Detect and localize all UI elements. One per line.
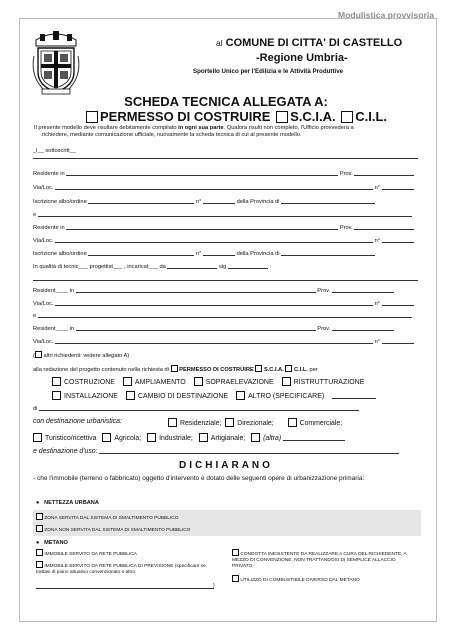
ampliamento-checkbox[interactable]	[123, 377, 132, 386]
redazione-row	[33, 365, 418, 373]
via-label: Via/Loc.	[33, 185, 54, 191]
destinazione-label: con destinazione urbanistica:	[33, 418, 122, 425]
rete-pubblica-label: IMMOBILE SERVITO DA RETE PUBBLICA	[44, 552, 137, 557]
artigianale-checkbox[interactable]	[199, 433, 208, 442]
intro-c: . Qualora risulti non completo, l'Ufficio provvederà a	[223, 125, 354, 131]
di-label: di	[33, 406, 38, 412]
iscrizione-label: Iscrizione albo/ordine	[33, 251, 87, 257]
intro-text-2: richiedere, mediante comunicazione ufficiale, nuovamente la scheda tecnica di cui al presente modello.	[42, 132, 302, 138]
per-label: per	[309, 367, 318, 373]
n-label: n°	[374, 339, 381, 345]
iscrizione-field[interactable]	[88, 198, 194, 204]
via-row-4	[33, 338, 418, 345]
metano-label: METANO	[44, 540, 68, 546]
watermark-label: Modulistica provvisoria	[338, 10, 434, 20]
form-type-options	[84, 109, 387, 124]
rete-pubblica-checkbox[interactable]	[36, 549, 43, 556]
turistico-checkbox[interactable]	[33, 433, 42, 442]
e-label: e	[33, 313, 37, 319]
form-page: Modulistica provvisoria al COMUNE DI CITTA' DI CASTELLO -Regione Umbria- Sportello Unico per l'Edilizia e le Attività Produttive SCHEDA TECNICA ALLEGATA A: PERMESSO DI COSTRUIRE S.C.I.A. C.I.L. Il presente modello deve risultare debitamente compilato in ogni sua parte. Qualora risulti non completo, l'Ufficio provvederà a richiedere, mediante comunicazione ufficiale, nuovamente la scheda tecnica di cui al presente modello. _l__ sottoscritt__ Residente in Prov. Via/Loc. n° Iscrizione albo/ordine n° della Provincia di e Residente in Prov. Via/Loc. n° Iscrizione albo/ordine n° della Provincia di In qualità di tecnic___ progettist___ , incaricat___ da sig : Resident____ in Prov. Via/Loc. n° e Resident____ in Prov. Via/Loc. n° altri richiedenti: vedere allegato A) alla redazione del progetto contenuto nella richiesta di PERMESSO DI COSTRUIRE S.C.I.A. C.I.L. per COSTRUZIONE AMPLIAMENTO SOPRAELEVAZIONE RISTRUTTURAZIONE INSTALLAZIONE CAMBIO DI DESTINAZIONE ALTRO (SPECIFICARE) di con destinazione urbanistica: Residenziale; Direzionale; Commerciale; Turistico/ricettiva Agricola; Industriale; Artigianale; (altra) e destinazione d'uso: DICHIARANO - che l'immobile (terreno o fabbricato) oggetto d'intervento è dotato delle seguenti opere di urbanizzazione primaria: ● NETTEZZA URBANA ZONA SERVITA DAL SISTEMA DI SMALTIMENTO PUBBLICO ZONA NON SERVITA DAL SISTEMA DI SMALTIMENTO PUBBLICO ● METANO IMMOBILE SERVITO DA RETE PUBBLICA IMMOBILE SERVITO DA RETE PUBBLICA DI PREVISIONE (specificare se trattasi di piano attuativo convenzionato o altro ) CONDOTTA INESISTENTE DA REALIZZARE A CURA DEL RICHIEDENTE, A MEZZO DI CONVENZIONE, NON TRATTANDOSI DI SEMPLICE ALLACCIO PRIVATO. UTILIZZO DI COMBUSTIBILE DIVERSO DAL METANO	[0, 0, 452, 640]
n-field-3[interactable]	[382, 300, 414, 306]
condotta-label: CONDOTTA INESISTENTE DA REALIZZARE A CURA DEL RICHIEDENTE, A MEZZO DI CONVENZIONE, NON TRATTANDOSI DI SEMPLICE ALLACCIO PRIVATO.	[232, 552, 407, 569]
intro-text	[34, 124, 424, 132]
provincia-label: della Provincia di	[236, 199, 280, 205]
intro-a: Il presente modello deve risultare debitamente compilato	[34, 125, 179, 131]
nettezza-heading: ● NETTEZZA URBANA	[36, 500, 99, 506]
metano-right-2	[232, 575, 418, 584]
sottoscritto-row	[33, 148, 418, 154]
header-office: Sportello Unico per l'Edilizia e le Attività Produttive	[193, 68, 344, 75]
n-label: n°	[374, 185, 381, 191]
residente-row	[33, 170, 418, 177]
altri-checkbox[interactable]	[35, 351, 42, 358]
permesso-checkbox[interactable]	[86, 111, 98, 123]
permesso-small-checkbox[interactable]	[171, 365, 178, 372]
altro-checkbox[interactable]	[236, 391, 245, 400]
altro-field[interactable]	[332, 393, 376, 399]
uso-field[interactable]	[99, 448, 399, 454]
altra-field[interactable]	[283, 435, 345, 441]
prov-label: Prov.	[317, 288, 331, 294]
blank-line[interactable]	[33, 280, 418, 281]
commerciale-label: Commerciale;	[299, 420, 343, 427]
n-field-2[interactable]	[382, 237, 414, 243]
via-label: Via/Loc.	[33, 339, 54, 345]
header-line1: COMUNE DI CITTA' DI CASTELLO	[225, 37, 403, 49]
e-row	[33, 211, 418, 218]
destinazione-options-2	[33, 433, 345, 442]
sig-label: sig	[218, 264, 227, 270]
prov-field-4[interactable]	[332, 325, 394, 331]
cil-small-label: C.I.L.	[294, 367, 308, 373]
via-row-2	[33, 237, 418, 244]
nettezza-item-2	[36, 525, 190, 533]
scia-checkbox[interactable]	[276, 111, 288, 123]
destinazione-options-1	[168, 418, 342, 427]
resident-row-2	[33, 325, 418, 332]
altri-label: altri richiedenti: vedere allegato A)	[43, 353, 130, 359]
provincia-label: della Provincia di	[236, 251, 280, 257]
qualita-label: In qualità di tecnic___ progettist___ , incaricat___ da	[33, 264, 166, 270]
combustibile-label: UTILIZZO DI COMBUSTIBILE DIVERSO DAL METANO	[240, 578, 360, 583]
coat-of-arms-icon	[30, 26, 82, 96]
prov-label: Prov.	[339, 171, 353, 177]
cil-checkbox[interactable]	[341, 111, 353, 123]
header-region: -Regione Umbria-	[256, 52, 348, 64]
artigianale-label: Artigianale;	[210, 435, 246, 442]
commerciale-checkbox[interactable]	[288, 418, 297, 427]
ampliamento-label: AMPLIAMENTO	[134, 379, 186, 386]
e-row-2	[33, 312, 418, 319]
residente-label: Residente in	[33, 225, 65, 231]
altra-checkbox[interactable]	[251, 433, 260, 442]
uso-label: e destinazione d'uso:	[33, 448, 98, 455]
opere-row-1	[52, 377, 370, 386]
resident-row	[33, 287, 418, 294]
residente-field[interactable]	[66, 170, 338, 176]
via-field[interactable]	[55, 184, 373, 190]
provincia-field[interactable]	[281, 198, 375, 204]
rete-previsione-label: IMMOBILE SERVITO DA RETE PUBBLICA DI PREVISIONE (specificare se trattasi di piano attuativo convenzionato o altro	[36, 564, 206, 575]
destinazione-row	[33, 418, 122, 425]
dichiarano-heading: DICHIARANO	[179, 460, 273, 471]
uso-row	[33, 448, 399, 455]
cil-label: C.I.L.	[355, 109, 388, 124]
industriale-label: Industriale;	[159, 435, 193, 442]
cil-small-checkbox[interactable]	[285, 365, 292, 372]
turistico-label: Turistico/ricettiva	[45, 435, 97, 442]
header-prefix: al	[216, 38, 223, 48]
via-field-3[interactable]	[55, 300, 373, 306]
zona-non-servita-checkbox[interactable]	[36, 525, 43, 532]
cambio-destinazione-label: CAMBIO DI DESTINAZIONE	[137, 393, 229, 400]
sopraelevazione-label: SOPRAELEVAZIONE	[205, 379, 274, 386]
qualita-row: In qualità di tecnic___ progettist___ , incaricat___ da sig :	[33, 264, 272, 270]
zona-servita-checkbox[interactable]	[36, 513, 43, 520]
iscrizione-row	[33, 198, 418, 205]
prov-field-2[interactable]	[354, 224, 414, 230]
intro-b: in ogni sua parte	[178, 125, 224, 131]
prov-label: Prov.	[317, 326, 331, 332]
zona-servita-label: ZONA SERVITA DAL SISTEMA DI SMALTIMENTO PUBBLICO	[44, 516, 179, 521]
prov-field-3[interactable]	[332, 287, 394, 293]
n-label: n°	[374, 301, 381, 307]
opere-row-2	[52, 391, 376, 400]
di-row	[33, 405, 418, 412]
altro-label: ALTRO (SPECIFICARE)	[248, 393, 325, 400]
n-field-4[interactable]	[382, 338, 414, 344]
via-field-2[interactable]	[55, 237, 373, 243]
via-field-4[interactable]	[55, 338, 373, 344]
residenziale-checkbox[interactable]	[168, 418, 177, 427]
iscrizione-n-field-2[interactable]	[203, 250, 235, 256]
nettezza-item-1	[36, 513, 178, 521]
condotta-checkbox[interactable]	[232, 549, 239, 556]
resident-label: Resident____ in	[33, 288, 75, 294]
resident-field[interactable]	[76, 287, 316, 293]
prov-field[interactable]	[354, 170, 414, 176]
e-field-2[interactable]	[38, 312, 412, 318]
prov-label: Prov.	[339, 225, 353, 231]
n-label: n°	[195, 251, 202, 257]
sottoscritto-label: _l__ sottoscritt__	[33, 148, 76, 154]
scia-small-label: S.C.I.A.	[263, 367, 284, 373]
e-label: e	[33, 212, 37, 218]
costruzione-checkbox[interactable]	[52, 377, 61, 386]
direzionale-checkbox[interactable]	[225, 418, 234, 427]
rete-previsione-field[interactable]	[36, 588, 214, 589]
di-field[interactable]	[39, 405, 359, 411]
incaricato-field[interactable]	[167, 263, 217, 269]
iscrizione-label: Iscrizione albo/ordine	[33, 199, 87, 205]
sig-field[interactable]	[228, 263, 268, 269]
metano-left-1	[36, 549, 221, 558]
form-title: SCHEDA TECNICA ALLEGATA A:	[124, 94, 328, 109]
residente-field-2[interactable]	[66, 224, 338, 230]
industriale-checkbox[interactable]	[147, 433, 156, 442]
residente-row-2	[33, 224, 418, 231]
permesso-small-label: PERMESSO DI COSTRUIRE	[179, 367, 254, 373]
iscrizione-n-field[interactable]	[203, 198, 235, 204]
rete-previsione-checkbox[interactable]	[36, 561, 43, 568]
via-row-3	[33, 300, 418, 307]
permesso-label: PERMESSO DI COSTRUIRE	[100, 109, 271, 124]
sopraelevazione-checkbox[interactable]	[194, 377, 203, 386]
costruzione-label: COSTRUZIONE	[64, 379, 115, 386]
cambio-destinazione-checkbox[interactable]	[126, 391, 135, 400]
residenziale-label: Residenziale;	[180, 420, 222, 427]
metano-heading: ● METANO	[36, 540, 68, 546]
n-field[interactable]	[382, 184, 414, 190]
ristrutturazione-label: RISTRUTTURAZIONE	[293, 379, 365, 386]
redazione-label: alla redazione del progetto contenuto nella richiesta di	[33, 367, 169, 373]
scia-label: S.C.I.A.	[290, 109, 336, 124]
n-label: n°	[195, 199, 202, 205]
nettezza-label: NETTEZZA URBANA	[44, 500, 99, 506]
iscrizione-field-2[interactable]	[88, 250, 194, 256]
resident-label: Resident____ in	[33, 326, 75, 332]
ristrutturazione-checkbox[interactable]	[282, 377, 291, 386]
combustibile-checkbox[interactable]	[232, 575, 239, 582]
name-field[interactable]	[33, 158, 418, 159]
second-name-field[interactable]	[38, 211, 412, 217]
scia-small-checkbox[interactable]	[255, 365, 262, 372]
metano-left-2	[36, 561, 221, 576]
direzionale-label: Direzionale;	[237, 420, 274, 427]
altri-row	[33, 351, 418, 359]
n-label: n°	[374, 238, 381, 244]
installazione-checkbox[interactable]	[52, 391, 61, 400]
installazione-label: INSTALLAZIONE	[64, 393, 118, 400]
dichiarano-text: - che l'immobile (terreno o fabbricato) oggetto d'intervento è dotato delle seguenti opere di urbanizzazione primaria:	[33, 475, 365, 482]
iscrizione-row-2	[33, 250, 418, 257]
agricola-checkbox[interactable]	[102, 433, 111, 442]
via-label: Via/Loc.	[33, 238, 54, 244]
resident-field-2[interactable]	[76, 325, 316, 331]
zona-non-servita-label: ZONA NON SERVITA DAL SISTEMA DI SMALTIMENTO PUBBLICO	[44, 528, 191, 533]
altra-label: (altra)	[263, 435, 282, 442]
via-label: Via/Loc.	[33, 301, 54, 307]
agricola-label: Agricola;	[114, 435, 142, 442]
via-row	[33, 184, 418, 191]
metano-right-1	[232, 549, 418, 570]
residente-label: Residente in	[33, 171, 65, 177]
header-municipality	[216, 37, 436, 49]
provincia-field-2[interactable]	[281, 250, 375, 256]
